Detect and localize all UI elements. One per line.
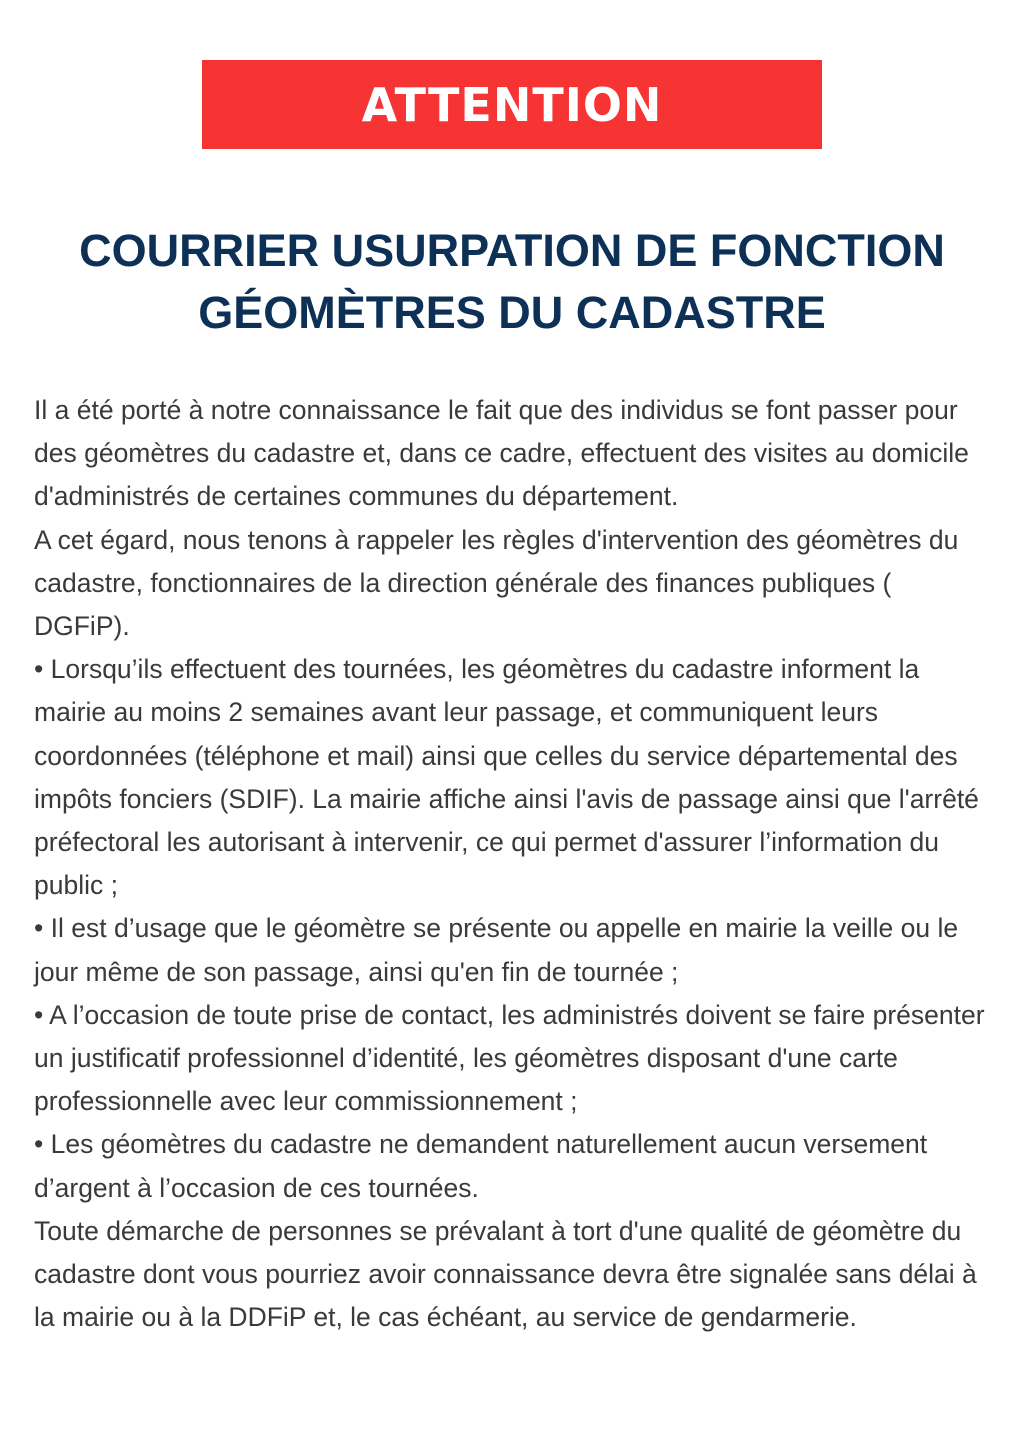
bullet-usage: • Il est d’usage que le géomètre se présente ou appelle en mairie la veille ou le jour même de son passage, ainsi qu'en fin de tournée ; [34, 913, 959, 987]
title-line-2: GÉOMÈTRES DU CADASTRE [198, 287, 826, 338]
paragraph-report: Toute démarche de personnes se prévalant à tort d'une qualité de géomètre du cadastre dont vous pourriez avoir connaissance devra être signalée sans délai à la mairie ou à la DDFiP et, le cas échéant, au service de gendarmerie. [34, 1215, 977, 1333]
title-line-1: COURRIER USURPATION DE FONCTION [79, 225, 945, 276]
banner-label: ATTENTION [361, 77, 663, 132]
notice-body [34, 389, 994, 1339]
paragraph-rules-intro: A cet égard, nous tenons à rappeler les règles d'intervention des géomètres du cadastre, fonctionnaires de la direction générale des finances publiques ( DGFiP). [34, 524, 959, 642]
bullet-tournees: • Lorsqu’ils effectuent des tournées, les géomètres du cadastre informent la mairie au moins 2 semaines avant leur passage, et communiquent leurs coordonnées (téléphone et mail) ainsi que celles du service départemental des impôts fonciers (SDIF). La mairie affiche ainsi l'avis de passage ainsi que l'arrêté préfectoral les autorisant à intervenir, ce qui permet d'assurer l’information du public ; [34, 654, 979, 901]
bullet-no-payment: • Les géomètres du cadastre ne demandent naturellement aucun versement d’argent à l’occasion de ces tournées. [34, 1129, 928, 1203]
paragraph-intro: Il a été porté à notre connaissance le fait que des individus se font passer pour des géomètres du cadastre et, dans ce cadre, effectuent des visites au domicile d'administrés de certaines communes du département. [34, 395, 969, 512]
bullet-identity: • A l’occasion de toute prise de contact, les administrés doivent se faire présenter un justificatif professionnel d’identité, les géomètres disposant d'une carte professionnelle avec leur commissionnement ; [34, 999, 985, 1117]
attention-banner [202, 60, 822, 149]
page-title [0, 220, 1024, 344]
